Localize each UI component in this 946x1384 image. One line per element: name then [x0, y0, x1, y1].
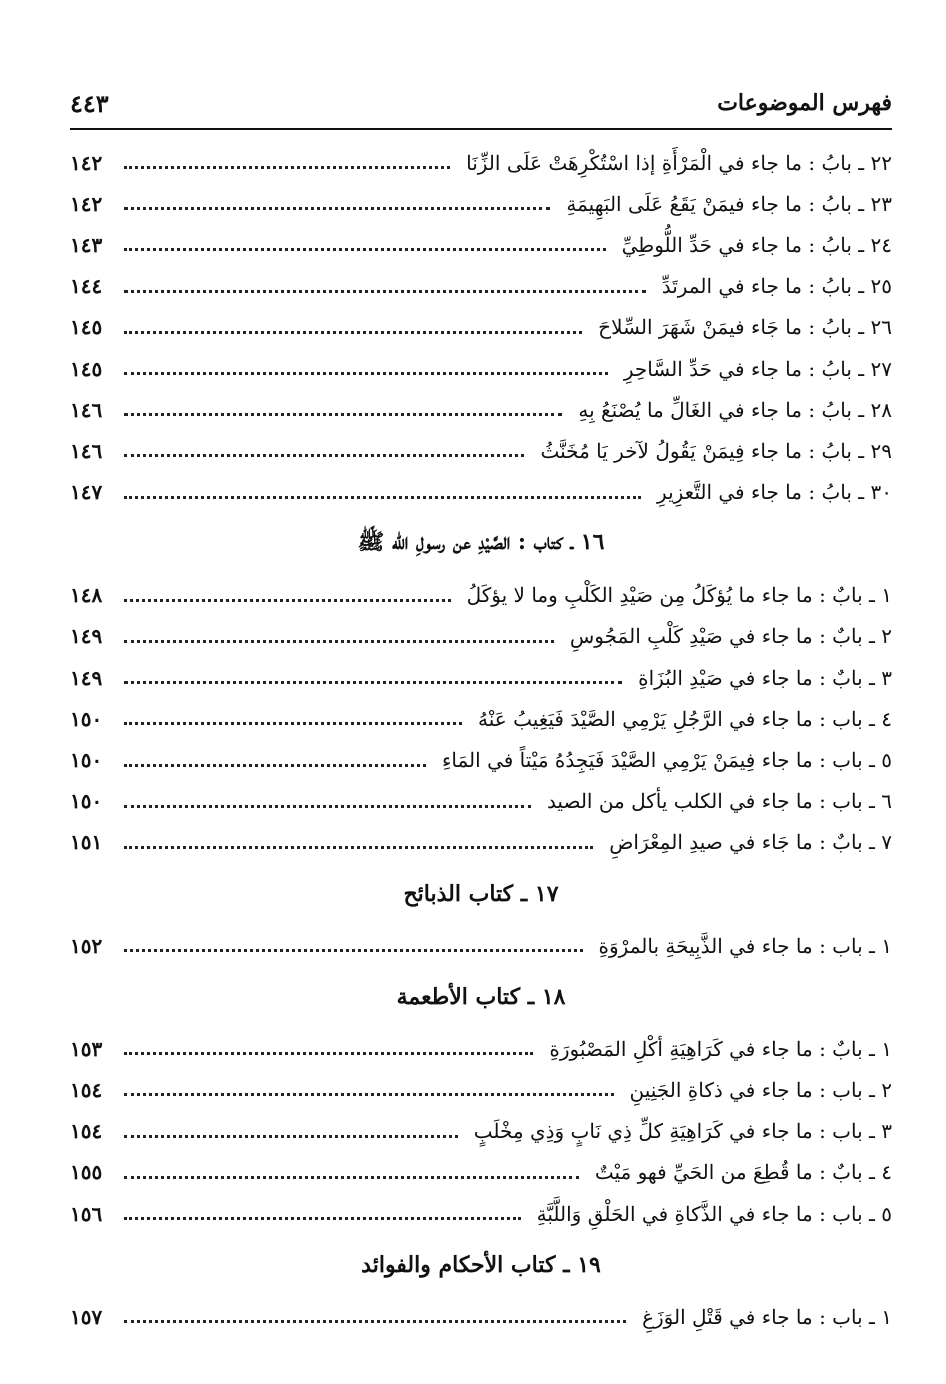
dot-leader	[124, 681, 622, 684]
header-title: فهرس الموضوعات	[717, 90, 892, 116]
toc-entry-page: ١٤٦	[70, 397, 103, 422]
toc-entry-page: ١٥٢	[70, 933, 103, 958]
toc-entry-title: ٧ ـ بابٌ : ما جَاء في صيدِ المِعْرَاضِ	[609, 830, 892, 855]
dot-leader	[124, 1176, 579, 1179]
toc-entry	[70, 1111, 892, 1152]
toc-entry-title: ٥ ـ باب : ما جاء فِيمَنْ يَرْمِي الصَّيْدَ فَيَجِدُهُ مَيْتاً في المَاءِ	[442, 748, 892, 773]
toc-entry	[70, 266, 892, 307]
toc-entry	[70, 1193, 892, 1234]
toc-entry-title: ٢٧ ـ بابُ : ما جاء في حَدِّ السَّاحِرِ	[623, 356, 892, 381]
toc-entry-page: ١٤٧	[70, 480, 103, 505]
section-title: ١٩ ـ كتاب الأحكام والفوائد	[361, 1252, 601, 1279]
toc-entry-page: ١٥٤	[70, 1077, 103, 1102]
toc-entry-title: ٢٢ ـ بابُ : ما جاء في الْمَرْأَةِ إذا اسْتُكْرِهَتْ عَلَى الزِّنَا	[466, 150, 892, 175]
toc-entry	[70, 698, 892, 739]
toc-entry	[70, 575, 892, 616]
dot-leader	[124, 331, 582, 334]
dot-leader	[124, 290, 646, 293]
toc-entry	[70, 183, 892, 224]
toc-entry-page: ١٤٣	[70, 232, 103, 257]
toc-entry	[70, 822, 892, 863]
dot-leader	[124, 1135, 458, 1138]
dot-leader	[124, 1320, 626, 1323]
toc-entry-title: ٣٠ ـ بابُ : ما جاء في التَّعزِيرِ	[657, 480, 892, 505]
toc-entry-title: ٤ ـ باب : ما جاء في الرَّجُلِ يَرْمِي الصَّيْدَ فَيَغِيبُ عَنْهُ	[478, 706, 892, 731]
toc-entry-page: ١٤٥	[70, 315, 103, 340]
dot-leader	[124, 496, 641, 499]
toc-entry-page: ١٤٥	[70, 356, 103, 381]
dot-leader	[124, 1217, 521, 1220]
toc-entry-page: ١٤٦	[70, 438, 103, 463]
toc-entry-title: ٢٣ ـ بابُ : ما جاء فيمَنْ يَقَعُ عَلَى البَهِيمَةِ	[566, 191, 892, 216]
toc-entry-title: ٣ ـ باب : ما جاء في كَرَاهِيَةِ كلِّ ذِي نَابٍ وَذِي مِخْلَبٍ	[473, 1119, 892, 1144]
toc-entry	[70, 142, 892, 183]
header-rule	[70, 128, 892, 130]
toc-entry	[70, 1296, 892, 1337]
toc-entry-title: ٤ ـ بابٌ : ما قُطِعَ من الحَيِّ فهو مَيْتٌ	[594, 1160, 892, 1185]
toc-entry	[70, 1069, 892, 1110]
toc-entry-title: ٥ ـ باب : ما جاء في الذَّكاةِ في الحَلْقِ وَاللَّبَّةِ	[536, 1201, 892, 1226]
toc-entry-title: ٣ ـ بابٌ : ما جاء في صَيْدِ البُزَاةِ	[638, 665, 892, 690]
toc-entry	[70, 1028, 892, 1069]
toc-entry-title: ٦ ـ باب : ما جاء في الكلب يأكل من الصيد	[546, 789, 892, 814]
toc-entry-title: ٢٩ ـ بابُ : ما جاء فِيمَنْ يَقُولُ لآخر يَا مُخَنَّثُ	[540, 438, 892, 463]
dot-leader	[124, 599, 451, 602]
toc-entry-title: ٢٦ ـ بابُ : ما جَاء فيمَنْ شَهَرَ السِّلاحَ	[598, 315, 892, 340]
dot-leader	[124, 248, 606, 251]
dot-leader	[124, 413, 562, 416]
section-title: ١٦ ـ كتاب : الصَّيْدِ عن رسولِ الله ﷺ	[357, 528, 605, 555]
toc-entry	[70, 430, 892, 471]
toc-entry-page: ١٤٩	[70, 665, 103, 690]
toc-entry-title: ١ ـ بابٌ : ما جاء في كَرَاهِيَةِ أكْلِ المَصْبُورَةِ	[549, 1036, 892, 1061]
toc-entry-page: ١٥٧	[70, 1304, 103, 1329]
toc-entry	[70, 781, 892, 822]
dot-leader	[124, 1052, 533, 1055]
toc-entry	[70, 389, 892, 430]
dot-leader	[124, 372, 608, 375]
toc-entry	[70, 925, 892, 966]
dot-leader	[124, 846, 593, 849]
toc-entry	[70, 307, 892, 348]
toc-entry-title: ٢ ـ بابٌ : ما جاء في صَيْدِ كَلْبِ المَجُوسِ	[569, 624, 892, 649]
dot-leader	[124, 1093, 614, 1096]
section-title: ١٨ ـ كتاب الأطعمة	[396, 984, 566, 1011]
toc-entry	[70, 224, 892, 265]
toc-entry-page: ١٥٠	[70, 706, 103, 731]
toc-entry	[70, 657, 892, 698]
toc-entry	[70, 739, 892, 780]
toc-entry-page: ١٥١	[70, 830, 103, 855]
toc-entry-title: ٢ ـ باب : ما جاء في ذكاةِ الجَنِينِ	[629, 1077, 892, 1102]
toc-page	[70, 0, 892, 1384]
toc-entry-page: ١٥٣	[70, 1036, 103, 1061]
toc-entry-title: ١ ـ باب : ما جاء في الذَّبِيحَةِ بالمرْوَةِ	[598, 933, 892, 958]
dot-leader	[124, 207, 550, 210]
toc-entry-page: ١٥٥	[70, 1160, 103, 1185]
toc-entry-page: ١٥٤	[70, 1119, 103, 1144]
dot-leader	[124, 166, 450, 169]
dot-leader	[124, 722, 462, 725]
toc-entry	[70, 348, 892, 389]
dot-leader	[124, 454, 524, 457]
toc-entry-title: ١ ـ باب : ما جاء في قَتْلِ الوَزَغِ	[642, 1304, 892, 1329]
dot-leader	[124, 805, 531, 808]
toc-entry-page: ١٤٤	[70, 274, 103, 299]
dot-leader	[124, 949, 583, 952]
page-header	[70, 80, 892, 126]
toc-entry-page: ١٥٠	[70, 748, 103, 773]
toc-entry-title: ٢٥ ـ بابُ : ما جاء في المرتَدِّ	[661, 274, 892, 299]
toc-entry-page: ١٤٢	[70, 191, 103, 216]
section-title: ١٧ ـ كتاب الذبائح	[403, 881, 559, 907]
toc-entry-page: ١٤٢	[70, 150, 103, 175]
dot-leader	[124, 764, 426, 767]
toc-entry-page: ١٤٩	[70, 624, 103, 649]
toc-entry-page: ١٤٨	[70, 583, 103, 608]
toc-entry-title: ١ ـ بابٌ : ما جاء ما يُؤكَلُ مِن صَيْدِ الكَلْبِ وما لا يؤكَلُ	[466, 583, 892, 608]
toc-entry-title: ٢٤ ـ بابُ : ما جاء في حَدِّ اللُّوطِيِّ	[621, 232, 892, 257]
toc-entry	[70, 472, 892, 513]
toc-content	[70, 142, 892, 1337]
toc-entry-title: ٢٨ ـ بابُ : ما جاء في الغَالِّ ما يُصْنَعُ بِهِ	[578, 397, 892, 422]
toc-entry	[70, 1152, 892, 1193]
toc-entry-page: ١٥٦	[70, 1201, 103, 1226]
toc-entry-page: ١٥٠	[70, 789, 103, 814]
header-page-number: ٤٤٣	[70, 88, 109, 118]
dot-leader	[124, 640, 554, 643]
toc-entry	[70, 616, 892, 657]
